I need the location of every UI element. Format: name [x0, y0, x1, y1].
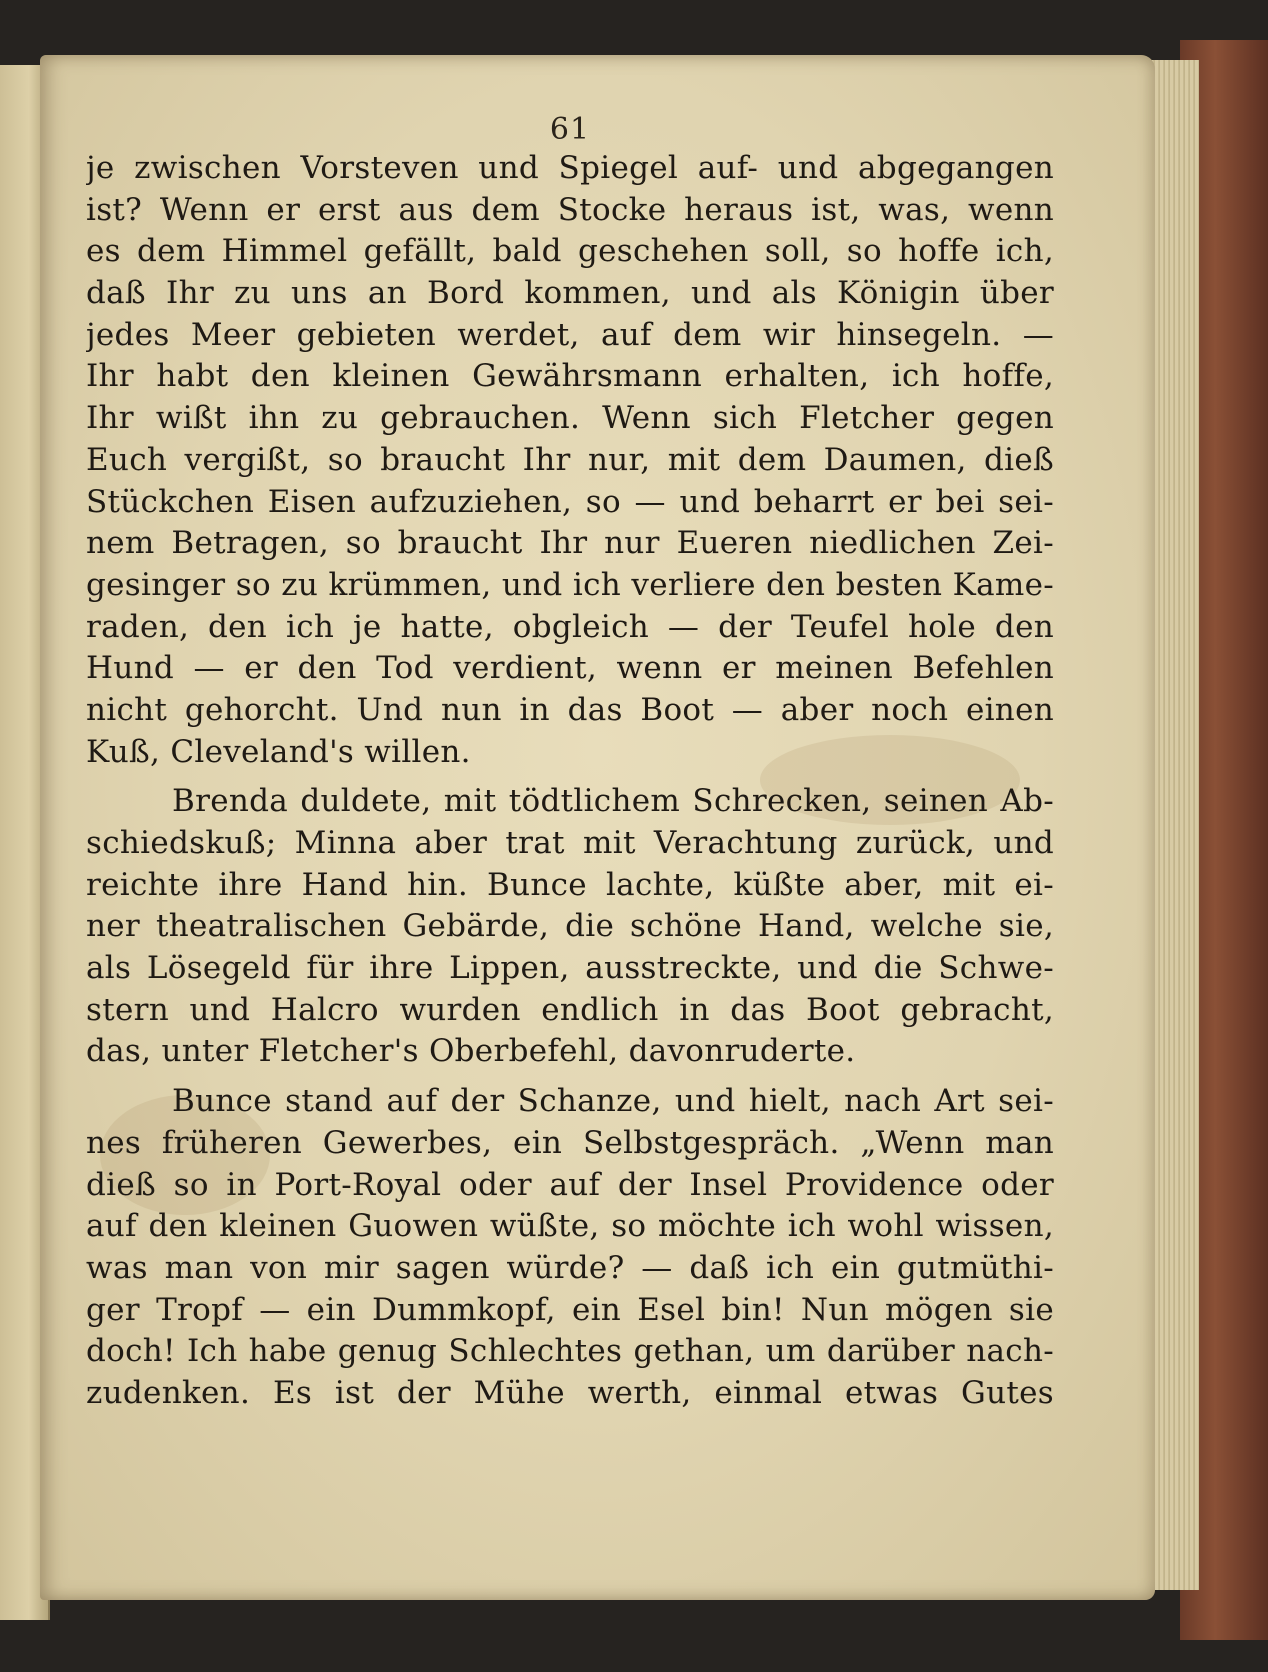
text-line: je zwischen Vorsteven und Spiegel auf- und abgegangen [86, 150, 1054, 186]
paragraph [86, 781, 1054, 1073]
text-line: Ihr wißt ihn zu gebrauchen. Wenn sich Fletcher gegen [86, 400, 1054, 437]
text-line: das, unter Fletcher's Oberbefehl, davonruderte. [86, 1033, 856, 1070]
text-line: Hund — er den Tod verdient, wenn er meinen Befehlen [86, 650, 1054, 687]
text-line: reichte ihre Hand hin. Bunce lachte, küßte aber, mit ei- [86, 866, 1054, 903]
text-line: raden, den ich je hatte, obgleich — der Teufel hole den [86, 608, 1054, 645]
text-line: nem Betragen, so braucht Ihr nur Eueren niedlichen Zei- [86, 525, 1054, 562]
paragraph [86, 1081, 1054, 1415]
text-line: Euch vergißt, so braucht Ihr nur, mit dem Daumen, dieß [86, 441, 1054, 478]
text-line: stern und Halcro wurden endlich in das Boot gebracht, [86, 991, 1054, 1028]
text-line: nes früheren Gewerbes, ein Selbstgespräch. „Wenn man [86, 1124, 1054, 1161]
text-line: zudenken. Es ist der Mühe werth, einmal etwas Gutes [86, 1374, 1054, 1411]
text-line: doch! Ich habe genug Schlechtes gethan, um darüber nach- [86, 1333, 1054, 1370]
text-line: auf den kleinen Guowen wüßte, so möchte ich wohl wissen, [86, 1208, 1054, 1245]
text-line: es dem Himmel gefällt, bald geschehen soll, so hoffe ich, [86, 233, 1054, 270]
text-line: daß Ihr zu uns an Bord kommen, und als Königin über [86, 275, 1054, 312]
page-body-text [86, 148, 1054, 1415]
page-number: 61 [549, 112, 591, 147]
text-line: jedes Meer gebieten werdet, auf dem wir hinsegeln. — [86, 316, 1054, 353]
text-line: ger Tropf — ein Dummkopf, ein Esel bin! Nun mögen sie [86, 1291, 1054, 1328]
text-line: schiedskuß; Minna aber trat mit Verachtung zurück, und [86, 825, 1054, 861]
text-line: dieß so in Port-Royal oder auf der Insel Providence oder [86, 1166, 1054, 1203]
text-line: ist? Wenn er erst aus dem Stocke heraus ist, was, wenn [86, 191, 1054, 228]
text-line: Brenda duldete, mit tödtlichem Schrecken, seinen Ab- [172, 783, 1054, 820]
text-line: Ihr habt den kleinen Gewährsmann erhalten, ich hoffe, [86, 358, 1054, 395]
text-line: was man von mir sagen würde? — daß ich ein gutmüthi- [86, 1249, 1054, 1286]
text-line: als Lösegeld für ihre Lippen, ausstreckte, und die Schwe- [86, 950, 1054, 987]
paragraph [86, 148, 1054, 773]
page-stack-edges [1150, 60, 1199, 1590]
text-line: Kuß, Cleveland's willen. [86, 733, 471, 770]
text-line: Stückchen Eisen aufzuziehen, so — und beharrt er bei sei- [86, 483, 1054, 520]
text-line: gesinger so zu krümmen, und ich verliere den besten Kame- [86, 566, 1054, 603]
text-line: Bunce stand auf der Schanze, und hielt, nach Art sei- [172, 1083, 1054, 1120]
text-line: ner theatralischen Gebärde, die schöne Hand, welche sie, [86, 908, 1054, 945]
text-line: nicht gehorcht. Und nun in das Boot — aber noch einen [86, 691, 1054, 728]
